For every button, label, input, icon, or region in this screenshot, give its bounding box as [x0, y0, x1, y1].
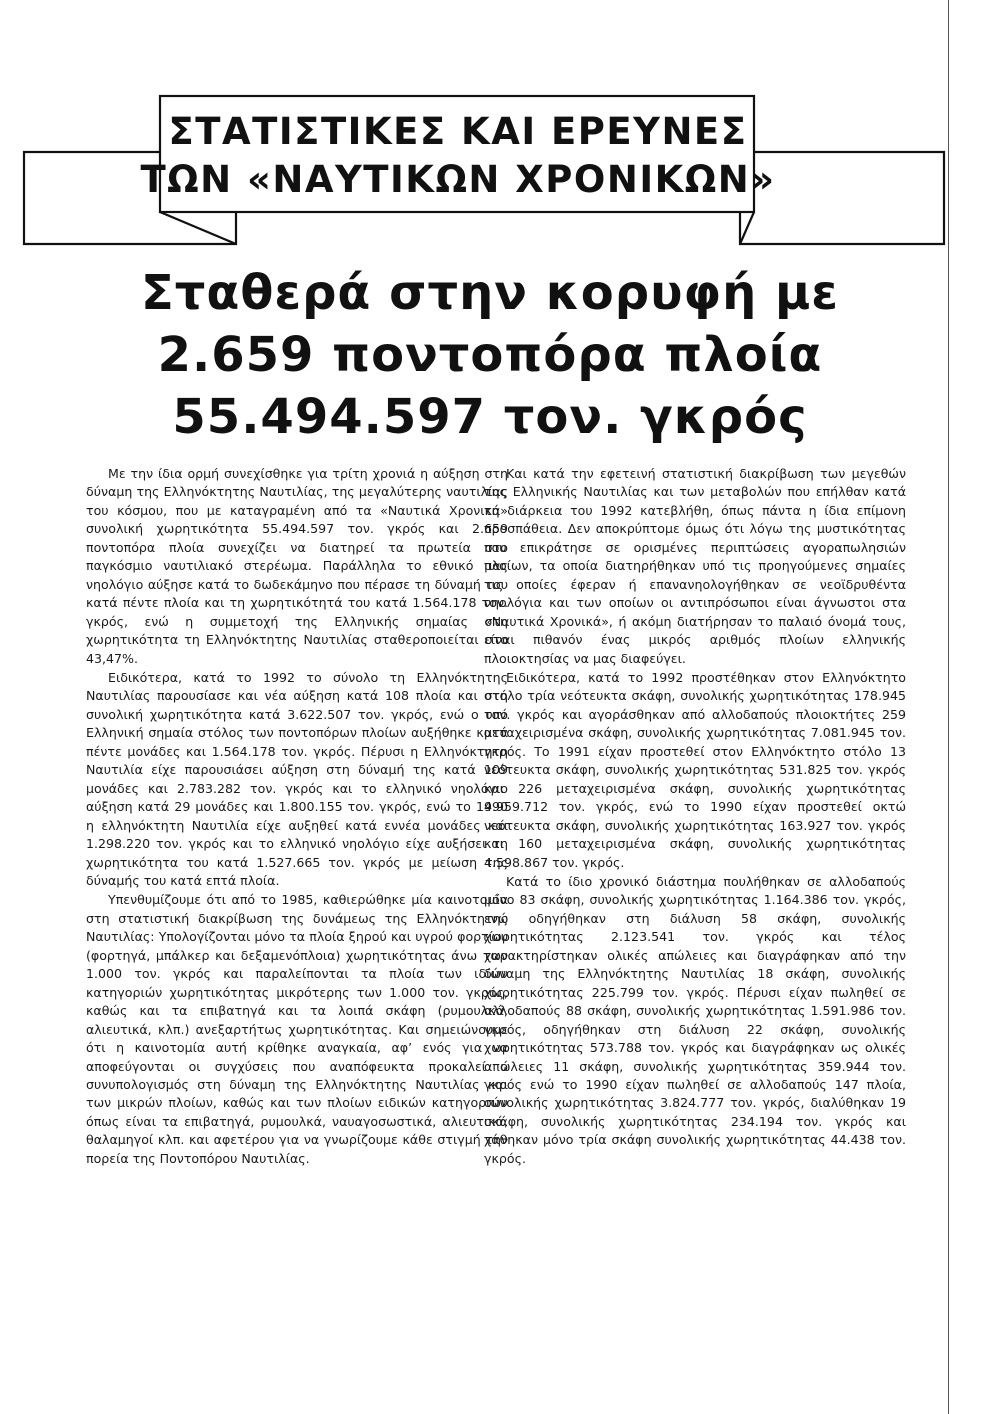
masthead-line-2: ΤΩΝ «ΝΑΥΤΙΚΩΝ ΧΡΟΝΙΚΩΝ» — [140, 158, 776, 201]
article-column-left — [86, 465, 508, 1168]
ribbon-left-fold — [160, 212, 236, 244]
ribbon-right-fold — [740, 212, 754, 244]
paragraph: Υπενθυμίζουμε ότι από το 1985, καθιερώθηκε μία καινοτομία στη στατιστική διακρίβωση της δυνάμεως της Ελληνόκτητης Ναυτιλίας: Υπολογίζονται μόνο τα πλοία ξηρού και υγρού φορτίου (φορτηγά, μπάλκερ και δεξαμενόπλοια) χωρητικότητας άνω των 1.000 τον. γκρός και παραλείπονται τα πλοία των ιδίων κατηγοριών χωρητικότητας μικρότερης των 1.000 τον. γκρός, καθώς και τα επιβατηγά και τα λοιπά σκάφη (ρυμουλκά, αλιευτικά, κλπ.) ανεξαρτήτως χωρητικότητας. Και σημειώνουμε ότι η καινοτομία αυτή κρίθηκε αναγκαία, αφ’ ενός για να αποφεύγονται οι συγχύσεις που αναπόφευκτα προκαλεί ο συνυπολογισμός στη δύναμη της Ελληνόκτητης Ναυτιλίας και των μικρών πλοίων, καθώς και των πλοίων ειδικών κατηγοριών όπως είναι τα επιβατηγά, ρυμουλκά, ναυαγοσωστικά, αλιευτικά, θαλαμηγοί κλπ. και αφετέρου για να γνωρίζουμε κάθε στιγμή την πορεία της Ποντοπόρου Ναυτιλίας. — [86, 892, 508, 1166]
headline-line-1: Σταθερά στην κορυφή με — [140, 265, 840, 321]
article-headline — [140, 262, 840, 448]
paragraph: Με την ίδια ορμή συνεχίσθηκε για τρίτη χρονιά η αύξηση στη δύναμη της Ελληνόκτητης Ναυτιλίας, της μεγαλύτερης ναυτιλίας του κόσμου, που με καταγραμένη από τα «Ναυτικά Χρονικά» συνολική χωρητικότητα 55.494.597 τον. γκρός και 2.659 ποντοπόρα πλοία συνεχίζει να διατηρεί τα πρωτεία στο παγκόσμιο ναυτιλιακό στερέωμα. Παράλληλα το εθνικό μας νηολόγιο αύξησε κατά το δωδεκάμηνο που πέρασε τη δύναμή του κατά πέντε πλοία και τη χωρητικότητά του κατά 1.564.178 τον. γκρός, ενώ η συμμετοχή της Ελληνικής σημαίας στη χωρητικότητα τη Ελληνόκτητης Ναυτιλίας σταθεροποιείται στο 43,47%. — [86, 466, 508, 666]
paragraph: Ειδικότερα, κατά το 1992 προστέθηκαν στον Ελληνόκτητο στόλο τρία νεότευκτα σκάφη, συνολικής χωρητικότητας 178.945 τον. γκρός και αγοράσθηκαν από αλλοδαπούς πλοιοκτήτες 259 μεταχειρισμένα σκάφη, συνολικής χωρητικότητας 7.081.945 τον. γκρός. Το 1991 είχαν προστεθεί στον Ελληνόκτητο στόλο 13 νεότευκτα σκάφη, συνολικής χωρητικότητας 531.825 τον. γκρός και 226 μεταχειρισμένα σκάφη, συνολικής χωρητικότητας 4.959.712 τον. γκρός, ενώ το 1990 είχαν προστεθεί οκτώ νεότευκτα σκάφη, συνολικής χωρητικότητας 163.927 τον. γκρός και 160 μεταχειρισμένα σκάφη, συνολικής χωρητικότητας 4.598.867 τον. γκρός. — [484, 669, 906, 870]
paragraph: Κατά το ίδιο χρονικό διάστημα πουλήθηκαν σε αλλοδαπούς μόνο 83 σκάφη, συνολικής χωρητικότητας 1.164.386 τον. γκρός, ενώ οδηγήθηκαν στη διάλυση 58 σκάφη, συνολικής χωρητικότητας 2.123.541 τον. γκρός και τέλος χαρακτηρίστηκαν ολικές απώλειες και διαγράφηκαν από την δύναμη της Ελληνόκτητης Ναυτιλίας 18 σκάφη, συνολικής χωρητικότητας 225.799 τον. γκρός. Πέρυσι είχαν πωληθεί σε αλλοδαπούς 88 σκάφη, συνολικής χωρητικότητας 1.591.986 τον. γκρός, οδηγήθηκαν στη διάλυση 22 σκάφη, συνολικής χωρητικότητας 573.788 τον. γκρός και διαγράφηκαν ως ολικές απώλειες 11 σκάφη, συνολικής χωρητικότητας 359.944 τον. γκρός ενώ το 1990 είχαν πωληθεί σε αλλοδαπούς 147 πλοία, συνολικής χωρητικότητας 3.824.777 τον. γκρός, διαλύθηκαν 19 σκάφη, συνολικής χωρητικότητας 234.194 τον. γκρός και χάθηκαν μόνο τρία σκάφη συνολικής χωρητικότητας 44.438 τον. γκρός. — [484, 873, 906, 1166]
paragraph: Ειδικότερα, κατά το 1992 το σύνολο τη Ελληνόκτητης Ναυτιλίας παρουσίασε και νέα αύξηση κατά 108 πλοία και στη συνολική χωρητικότητα κατά 3.622.507 τον. γκρός, ενώ ο υπό Ελληνική σημαία στόλος των ποντοπόρων πλοίων αυξήθηκε κατά πέντε μονάδες και 1.564.178 τον. γκρός. Πέρυσι η Ελληνόκτητη Ναυτιλία είχε παρουσιάσει αύξηση στη δύναμή της κατά 109 μονάδες και 2.783.282 τον. γκρός και το ελληνικό νηολόγιο αύξηση κατά 29 μονάδες και 1.800.155 τον. γκρός, ενώ το 1990 η ελληνόκτητη Ναυτιλία είχε αυξηθεί κατά εννέα μονάδες και 1.298.220 τον. γκρός και το ελληνικό νηολόγιο είχε αυξήσει τη χωρητικότητα του κατά 1.527.665 τον. γκρός με μείωση της δύναμής του κατά επτά πλοία. — [86, 669, 508, 888]
masthead-title — [140, 100, 776, 212]
paragraph: Και κατά την εφετεινή στατιστική διακρίβωση των μεγεθών της Ελληνικής Ναυτιλίας και των μεταβολών που επήλθαν κατά τη διάρκεια του 1992 κατεβλήθη, όπως πάντα η ίδια επίμονη προσπάθεια. Δεν αποκρύπτομε όμως ότι λόγω της μυστικότητας που επικράτησε σε ορισμένες περιπτώσεις αγοραπωλησιών πλοίων, τα οποία διατηρήθηκαν υπό τις προηγούμενες σημαίες τις οποίες έφεραν ή επανανηολογήθηκαν σε νεοϊδρυθέντα νηολόγια και των οποίων οι αντιπρόσωποι είναι άγνωστοι στα «Ναυτικά Χρονικά», ή ακόμη διατήρησαν το παλαιό όνομά τους, είναι πιθανόν ένας μικρός αριθμός πλοίων ελληνικής πλοιοκτησίας να μας διαφεύγει. — [484, 466, 906, 666]
headline-line-2: 2.659 ποντοπόρα πλοία — [157, 327, 823, 383]
headline-line-3: 55.494.597 τον. γκρός — [172, 389, 808, 445]
masthead-ribbon — [0, 0, 1000, 260]
article-column-right — [484, 465, 906, 1168]
masthead-line-1: ΣΤΑΤΙΣΤΙΚΕΣ ΚΑΙ ΕΡΕΥΝΕΣ — [168, 110, 748, 153]
